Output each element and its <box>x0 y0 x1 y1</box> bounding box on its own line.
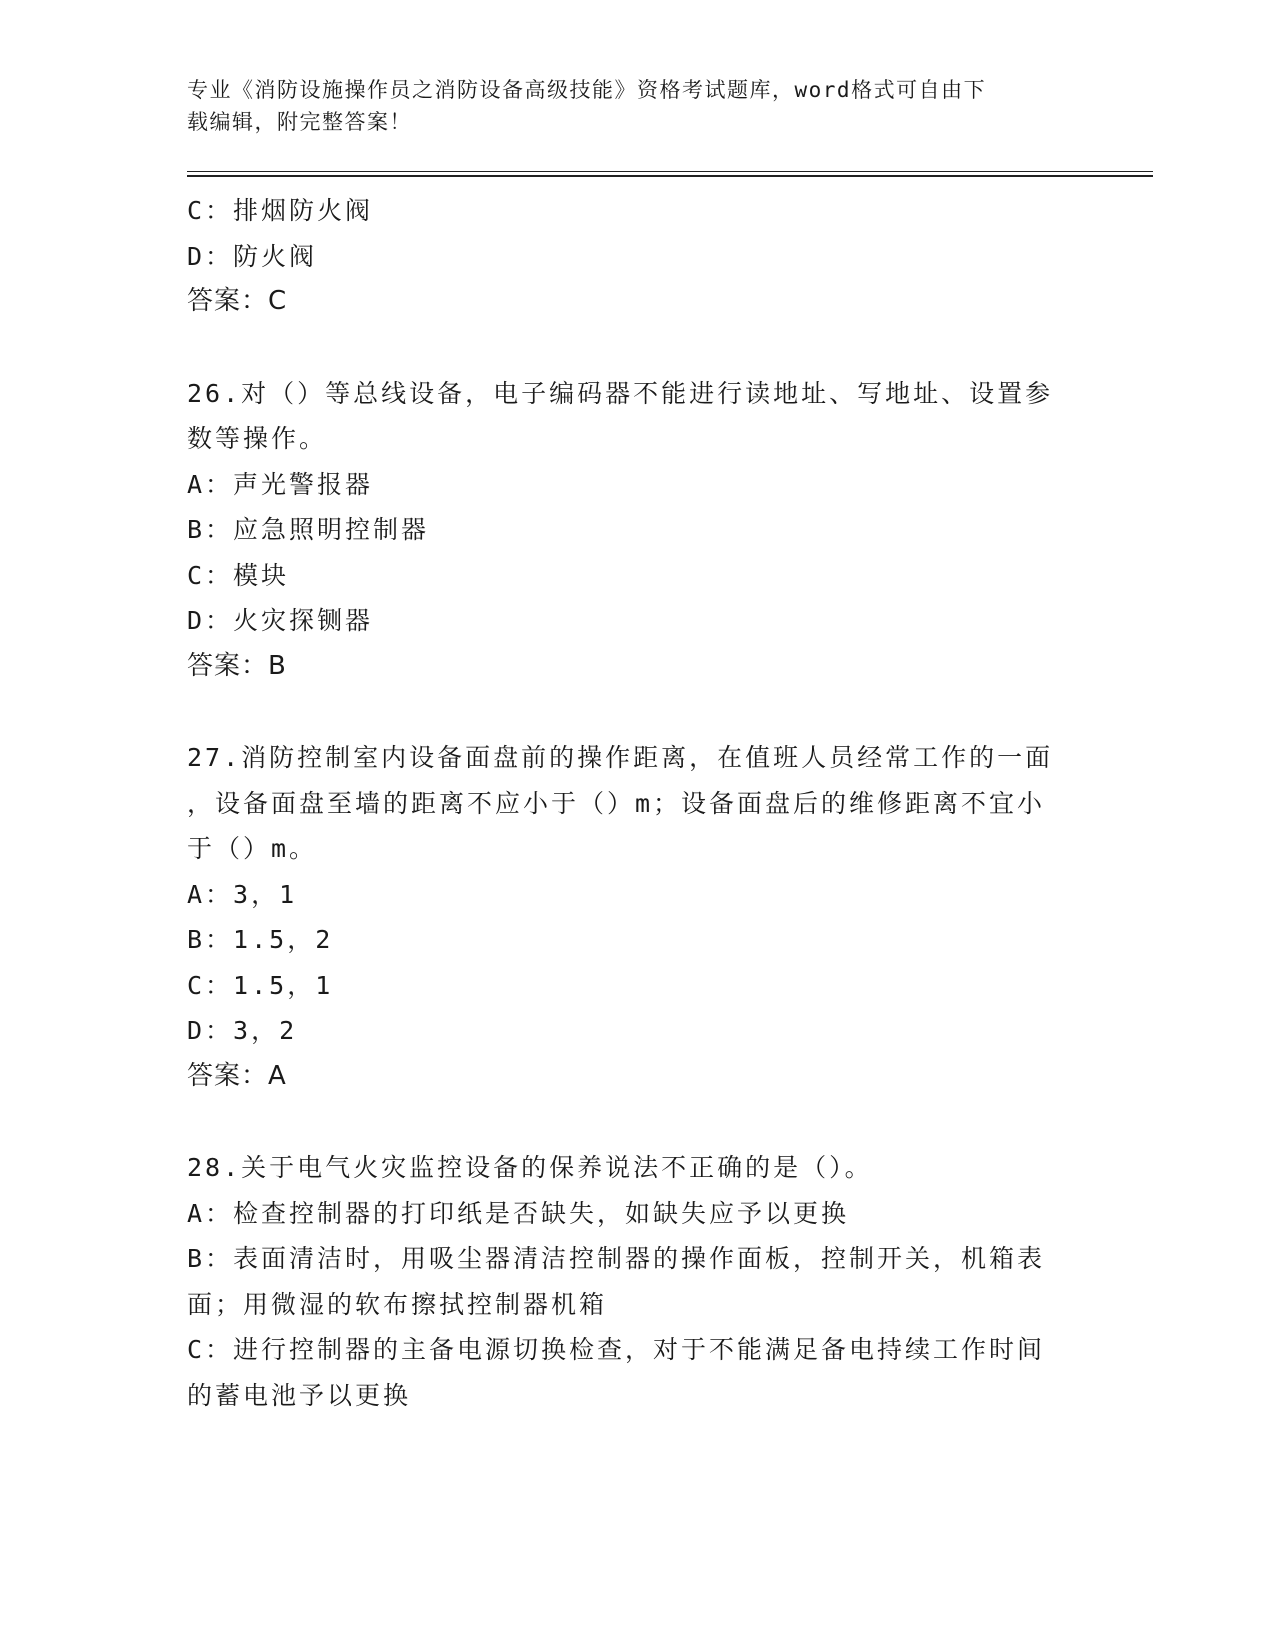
header-line-1: 专业《消防设施操作员之消防设备高级技能》资格考试题库，word格式可自由下 <box>187 78 987 102</box>
option-d: D：3，2 <box>187 1016 298 1045</box>
option-c: C：1.5，1 <box>187 970 334 1000</box>
page-header <box>187 74 1067 138</box>
answer: 答案：C <box>187 286 288 316</box>
question-stem: 27.消防控制室内设备面盘前的操作距离，在值班人员经常工作的一面 <box>187 743 1054 772</box>
header-divider-thick <box>187 175 1153 177</box>
option-c: 的蓄电池予以更换 <box>187 1380 412 1410</box>
question-stem: 于（）m。 <box>187 834 318 863</box>
option-c: C：进行控制器的主备电源切换检查，对于不能满足备电持续工作时间 <box>187 1335 1046 1364</box>
answer: 答案：B <box>187 650 287 681</box>
option-c: C：排烟防火阀 <box>187 196 374 225</box>
option-a: A：检查控制器的打印纸是否缺失，如缺失应予以更换 <box>187 1198 850 1228</box>
answer: 答案：A <box>187 1060 287 1091</box>
question-26 <box>187 371 1077 690</box>
header-line-2: 载编辑，附完整答案！ <box>187 110 412 134</box>
header-divider-thin <box>187 171 1153 172</box>
question-content <box>187 188 1077 1418</box>
question-stem: 数等操作。 <box>187 424 328 453</box>
option-b: B：表面清洁时，用吸尘器清洁控制器的操作面板，控制开关，机箱表 <box>187 1244 1046 1273</box>
option-a: A：声光警报器 <box>187 469 374 499</box>
question-stem: 28.关于电气火灾监控设备的保养说法不正确的是（）。 <box>187 1153 873 1182</box>
option-b: B：应急照明控制器 <box>187 515 430 544</box>
option-d: D：火灾探铡器 <box>187 606 374 635</box>
question-25 <box>187 188 1077 325</box>
option-d: D：防火阀 <box>187 241 318 271</box>
option-b: B：1.5，2 <box>187 925 334 954</box>
option-a: A：3，1 <box>187 879 298 909</box>
question-28 <box>187 1145 1077 1418</box>
question-stem: 26.对（）等总线设备，电子编码器不能进行读地址、写地址、设置参 <box>187 378 1054 408</box>
option-b: 面；用微湿的软布擦拭控制器机箱 <box>187 1289 608 1319</box>
option-c: C：模块 <box>187 560 290 590</box>
question-27 <box>187 735 1077 1099</box>
question-stem: ，设备面盘至墙的距离不应小于（）m；设备面盘后的维修距离不宜小 <box>187 788 1046 818</box>
